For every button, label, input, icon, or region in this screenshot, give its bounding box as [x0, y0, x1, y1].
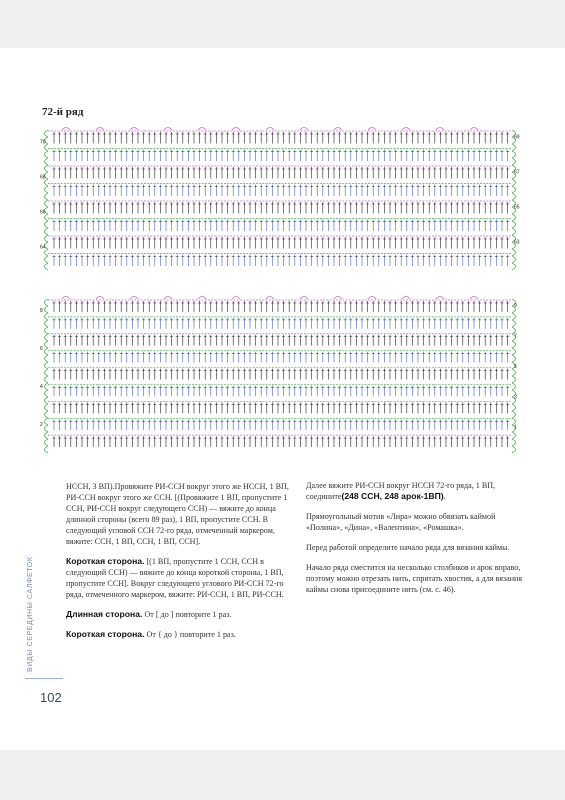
picot-mark: [164, 128, 172, 131]
row-number-left: 8: [40, 307, 43, 314]
edge-stitch: [512, 383, 516, 390]
edge-stitch: [512, 158, 516, 165]
paragraph: НССН, 3 ВП).Провяжите РИ-ССН вокруг этого же НССН, 1 ВП, РИ-ССН вокруг этого же ССН. [(Провяжите 1 ВП, пропустите 1 ССН, РИ-ССН вокруг следующего ССН) — вяжите до конца длинной стороны (всего 89 раз), 1 ВП, пропустите ССН. В следующий угловой ССН 72-го ряда, отмеченный маркером, вяжите: ССН, 1 ВП, ССН, 1 ВП, ССН].: [66, 482, 289, 546]
edge-stitch: [512, 249, 516, 256]
row-number-left: 64: [40, 244, 46, 251]
picot-mark: [334, 128, 342, 131]
edge-stitch: [45, 263, 49, 270]
picot-mark: [368, 128, 376, 131]
footer-rule: [25, 678, 63, 679]
edge-stitch: [45, 376, 49, 383]
row-number-right: 1: [514, 424, 517, 431]
edge-stitch: [512, 369, 516, 376]
edge-stitch: [45, 193, 49, 200]
edge-stitch: [512, 263, 516, 270]
bold-label: Короткая сторона.: [66, 556, 145, 566]
edge-stitch: [45, 158, 49, 165]
picot-mark: [198, 297, 206, 300]
section-heading: 72-й ряд: [42, 106, 84, 118]
picot-mark: [436, 128, 444, 131]
crochet-chart-top: [38, 124, 522, 272]
paragraph: Короткая сторона. [(1 ВП, пропустите 1 ССН, ССН в следующий ССН) — вяжите до конца короткой стороны, 1 ВП, пропустите ССН]. Вокруг следующего углового РИ-ССН 72-го ряда, отмеченного маркером, вяжите: РИ-ССН, 1 ВП, РИ-ССН.: [66, 556, 284, 599]
row-number-right: 69: [514, 134, 520, 141]
edge-stitch: [45, 362, 49, 369]
row-number-right: 7: [514, 333, 517, 340]
edge-stitch: [512, 151, 516, 158]
bold-label: Длинная сторона.: [66, 609, 143, 619]
row-number-left: 70: [40, 139, 46, 146]
picot-mark: [96, 297, 104, 300]
edge-stitch: [512, 186, 516, 193]
picot-mark: [96, 128, 104, 131]
edge-stitch: [45, 130, 49, 137]
picot-mark: [266, 128, 274, 131]
edge-stitch: [45, 313, 49, 320]
edge-stitch: [45, 425, 49, 432]
picot-mark: [470, 128, 478, 131]
picot-mark: [62, 297, 70, 300]
picot-mark: [334, 297, 342, 300]
edge-stitch: [45, 299, 49, 306]
paragraph: Прямоугольный мотив «Лира» можно обвязать каймой «Полина», «Дина», «Валентина», «Ромашка».: [306, 512, 496, 532]
row-number-left: 2: [40, 421, 43, 428]
edge-stitch: [45, 306, 49, 313]
row-number-right: 5: [514, 363, 517, 370]
edge-stitch: [45, 341, 49, 348]
edge-stitch: [45, 327, 49, 334]
edge-stitch: [512, 348, 516, 355]
paragraph: Начало ряда сместится на несколько столбиков и арок вправо, поэтому можно отрезать нить, спрятать хвостик, а для вязания каймы снова присоедините нить (см. с. 46).: [306, 563, 523, 594]
row-number-right: 67: [514, 169, 520, 176]
edge-stitch: [512, 320, 516, 327]
edge-stitch: [512, 214, 516, 221]
edge-stitch: [512, 144, 516, 151]
paragraph: Далее вяжите РИ-ССН вокруг НССН 72-го ряда, 1 ВП, соедините(248 ССН, 248 арок-1ВП).: [306, 481, 496, 501]
edge-stitch: [45, 320, 49, 327]
edge-stitch: [512, 411, 516, 418]
edge-stitch: [45, 348, 49, 355]
edge-stitch: [512, 376, 516, 383]
edge-stitch: [45, 369, 49, 376]
picot-mark: [130, 128, 138, 131]
crochet-chart-bottom: [38, 293, 522, 453]
picot-mark: [130, 297, 138, 300]
edge-stitch: [45, 256, 49, 263]
edge-stitch: [45, 404, 49, 411]
edge-stitch: [512, 221, 516, 228]
edge-stitch: [45, 411, 49, 418]
edge-stitch: [45, 200, 49, 207]
page-number: 102: [40, 690, 62, 705]
edge-stitch: [512, 256, 516, 263]
row-number-right: 3: [514, 394, 517, 401]
edge-stitch: [45, 355, 49, 362]
edge-stitch: [512, 355, 516, 362]
edge-stitch: [45, 151, 49, 158]
edge-stitch: [45, 390, 49, 397]
edge-stitch: [512, 439, 516, 446]
bold-label: Короткая сторона.: [66, 629, 145, 639]
row-number-left: 68: [40, 174, 46, 181]
picot-mark: [164, 297, 172, 300]
edge-stitch: [512, 179, 516, 186]
edge-stitch: [45, 235, 49, 242]
edge-stitch: [512, 404, 516, 411]
picot-mark: [232, 297, 240, 300]
bold-label: (248 ССН, 248 арок-1ВП): [341, 491, 444, 501]
edge-stitch: [512, 432, 516, 439]
edge-stitch: [45, 446, 49, 453]
picot-mark: [266, 297, 274, 300]
instructions-left-column: [66, 481, 294, 649]
row-number-right: 65: [514, 204, 520, 211]
paragraph: Перед работой определите начало ряда для вязания каймы.: [306, 543, 510, 552]
edge-stitch: [45, 186, 49, 193]
edge-stitch: [45, 221, 49, 228]
row-number-left: 66: [40, 209, 46, 216]
row-number-right: 9: [514, 303, 517, 310]
edge-stitch: [512, 193, 516, 200]
picot-mark: [402, 297, 410, 300]
picot-mark: [300, 128, 308, 131]
instructions-right-column: [306, 480, 528, 604]
edge-stitch: [512, 228, 516, 235]
picot-mark: [300, 297, 308, 300]
edge-stitch: [45, 165, 49, 172]
paragraph: Короткая сторона. От { до } повторите 1 раз.: [66, 629, 236, 639]
edge-stitch: [45, 334, 49, 341]
picot-mark: [62, 128, 70, 131]
edge-stitch: [45, 228, 49, 235]
side-running-title: ВИДЫ СЕРЕДИНЫ САЛФЕТОК: [27, 556, 34, 672]
edge-stitch: [512, 341, 516, 348]
edge-stitch: [45, 439, 49, 446]
picot-mark: [232, 128, 240, 131]
edge-stitch: [45, 383, 49, 390]
edge-stitch: [512, 446, 516, 453]
edge-stitch: [45, 418, 49, 425]
row-number-left: 6: [40, 345, 43, 352]
row-number-right: 63: [514, 239, 520, 246]
picot-mark: [402, 128, 410, 131]
edge-stitch: [512, 313, 516, 320]
row-number-left: 4: [40, 383, 43, 390]
edge-stitch: [45, 397, 49, 404]
picot-mark: [470, 297, 478, 300]
picot-mark: [436, 297, 444, 300]
paragraph: Длинная сторона. От [ до ] повторите 1 раз.: [66, 609, 232, 619]
picot-mark: [368, 297, 376, 300]
edge-stitch: [45, 432, 49, 439]
picot-mark: [198, 128, 206, 131]
